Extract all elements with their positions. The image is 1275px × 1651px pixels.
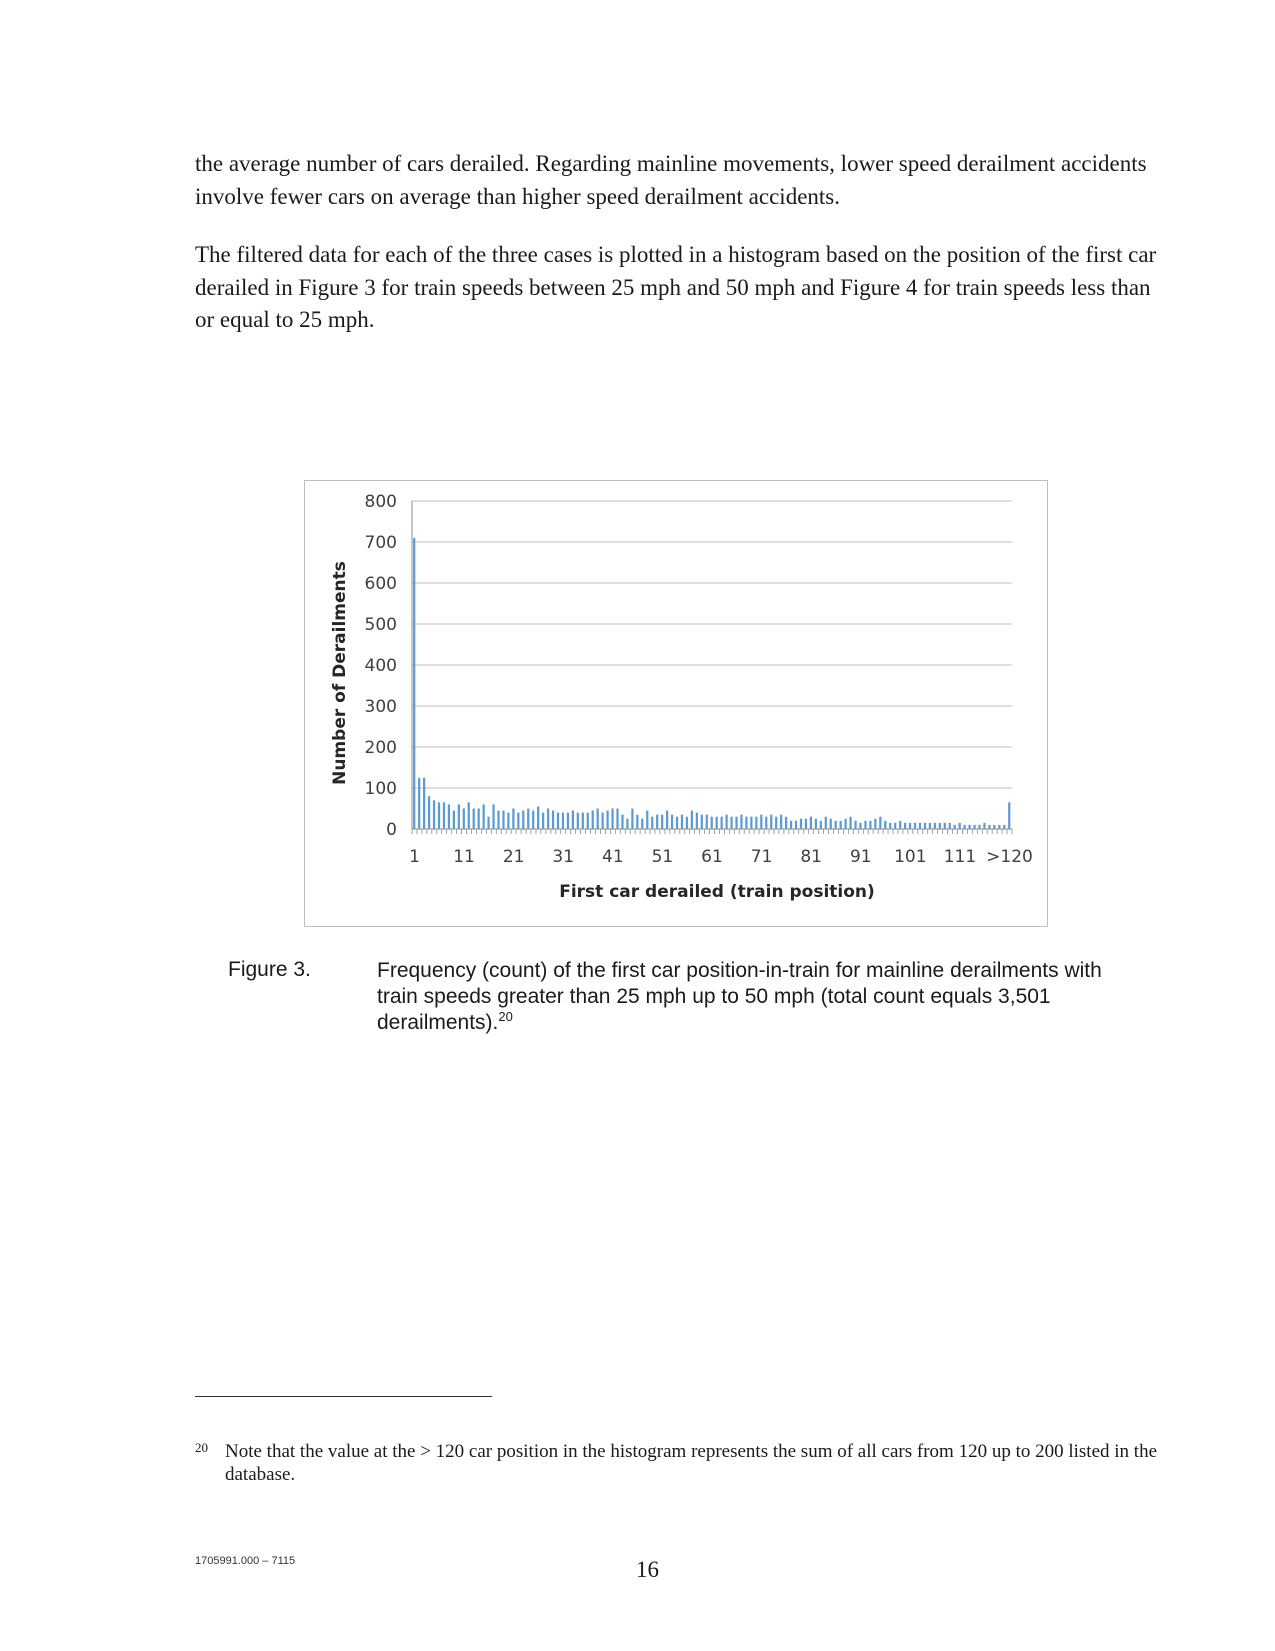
x-tick-label: 81 — [800, 847, 822, 867]
body-paragraph-1: the average number of cars derailed. Regarding mainline movements, lower speed derailment accidents involve fewer cars on average than higher speed derailment accidents. — [195, 151, 1147, 209]
bar-69 — [750, 817, 752, 829]
bar-44 — [626, 819, 628, 829]
bar-20 — [507, 813, 509, 829]
bar-94 — [874, 819, 876, 829]
y-tick-label: 400 — [364, 656, 397, 676]
bar-18 — [497, 811, 499, 829]
body-paragraph-2: The filtered data for each of the three cases is plotted in a histogram based on the position of the first car derailed in Figure 3 for train speeds between 25 mph and 50 mph and Figure 4 for train speeds less than or equal to 25 mph. — [195, 242, 1157, 332]
bar-95 — [879, 817, 881, 829]
bar-64 — [725, 815, 727, 829]
x-tick-label: 1 — [409, 847, 420, 867]
bar-110 — [954, 825, 956, 829]
bar-70 — [755, 817, 757, 829]
bar-117 — [988, 825, 990, 829]
bar-15 — [483, 804, 485, 829]
bar-83 — [820, 821, 822, 829]
bar-40 — [606, 811, 608, 829]
bar-30 — [557, 813, 559, 829]
bar-23 — [522, 811, 524, 829]
bar-86 — [835, 821, 837, 829]
footnote-text: Note that the value at the > 120 car position in the histogram represents the sum of all cars from 120 up to 200 listed in the database. — [225, 1441, 1158, 1485]
bar-101 — [909, 823, 911, 829]
bar-65 — [730, 817, 732, 829]
footnote-separator — [195, 1396, 492, 1397]
bar-115 — [978, 825, 980, 829]
bar-25 — [532, 811, 534, 829]
bar-17 — [492, 804, 494, 829]
bar-109 — [949, 823, 951, 829]
bar-51 — [661, 815, 663, 829]
bar-56 — [686, 817, 688, 829]
bar-27 — [542, 813, 544, 829]
bar-36 — [587, 813, 589, 829]
bar-89 — [849, 817, 851, 829]
x-tick-label: 71 — [750, 847, 773, 867]
bar-85 — [830, 819, 832, 829]
bar-96 — [884, 821, 886, 829]
bar-91 — [859, 823, 861, 829]
bar-106 — [934, 823, 936, 829]
bar-118 — [993, 825, 995, 829]
bar-53 — [671, 815, 673, 829]
bar-28 — [547, 809, 549, 830]
bar-34 — [577, 813, 579, 829]
bar-24 — [527, 809, 529, 830]
bar-116 — [983, 823, 985, 829]
bar-81 — [810, 817, 812, 829]
figure-label: Figure 3. — [228, 958, 311, 981]
bar-39 — [602, 813, 604, 829]
bar-58 — [696, 813, 698, 829]
y-tick-label: 100 — [364, 779, 397, 799]
bar-100 — [904, 823, 906, 829]
bar-80 — [805, 819, 807, 829]
bar-111 — [959, 823, 961, 829]
bar-97 — [889, 823, 891, 829]
bar-72 — [765, 817, 767, 829]
bar-46 — [636, 815, 638, 829]
footnote-number: 20 — [195, 1440, 208, 1455]
bar-3 — [423, 778, 425, 829]
bar-103 — [919, 823, 921, 829]
bar-59 — [701, 815, 703, 829]
y-tick-label: 500 — [364, 615, 397, 635]
bar-113 — [968, 825, 970, 829]
bar-33 — [572, 811, 574, 829]
bar-74 — [775, 817, 777, 829]
x-tick-label: 91 — [849, 847, 872, 867]
y-tick-label: 0 — [386, 820, 397, 840]
bar-14 — [478, 809, 480, 830]
y-tick-label: 200 — [364, 738, 397, 758]
x-tick-label: >120 — [986, 847, 1033, 867]
x-axis-title: First car derailed (train position) — [559, 882, 875, 902]
bar-73 — [770, 815, 772, 829]
bar-9 — [453, 811, 455, 829]
bar-29 — [552, 811, 554, 829]
figure-caption — [377, 958, 1147, 1036]
bar-10 — [458, 804, 460, 829]
bar-26 — [537, 806, 539, 829]
x-tick-label: 111 — [943, 847, 977, 867]
page-number: 16 — [636, 1557, 659, 1582]
bar-102 — [914, 823, 916, 829]
histogram-chart — [304, 480, 1048, 927]
bar-92 — [864, 821, 866, 829]
bar-6 — [438, 802, 440, 829]
bar-107 — [939, 823, 941, 829]
bar-12 — [468, 802, 470, 829]
bar-43 — [621, 815, 623, 829]
bar-78 — [795, 821, 797, 829]
bar-41 — [611, 809, 613, 830]
bar-57 — [691, 811, 693, 829]
bar-105 — [929, 823, 931, 829]
bar-79 — [800, 819, 802, 829]
bar-90 — [854, 821, 856, 829]
bar-19 — [502, 811, 504, 829]
y-tick-label: 300 — [364, 697, 397, 717]
bar-114 — [973, 825, 975, 829]
bar->120 — [1008, 802, 1010, 829]
bar-62 — [716, 817, 718, 829]
chart-svg — [305, 481, 1049, 928]
x-tick-label: 61 — [701, 847, 723, 867]
bar-120 — [1003, 825, 1005, 829]
bar-71 — [760, 815, 762, 829]
bar-112 — [964, 825, 966, 829]
bar-37 — [592, 811, 594, 829]
bar-47 — [641, 819, 643, 829]
bar-50 — [656, 815, 658, 829]
bar-1 — [413, 538, 415, 829]
bar-88 — [844, 819, 846, 829]
document-id: 1705991.000 – 7115 — [195, 1555, 296, 1567]
x-tick-label: 11 — [453, 847, 475, 867]
y-tick-label: 600 — [364, 574, 397, 594]
bar-11 — [463, 809, 465, 830]
bar-119 — [998, 825, 1000, 829]
bar-48 — [646, 811, 648, 829]
bar-31 — [562, 813, 564, 829]
y-tick-label: 800 — [364, 492, 397, 512]
bar-52 — [666, 811, 668, 829]
y-tick-label: 700 — [364, 533, 397, 553]
bar-63 — [721, 817, 723, 829]
bar-108 — [944, 823, 946, 829]
bar-66 — [735, 817, 737, 829]
bar-21 — [512, 809, 514, 830]
x-tick-label: 51 — [651, 847, 674, 867]
bar-32 — [567, 813, 569, 829]
x-tick-label: 101 — [894, 847, 927, 867]
y-axis-title: Number of Derailments — [330, 561, 350, 785]
x-tick-label: 31 — [552, 847, 575, 867]
bar-77 — [790, 821, 792, 829]
bar-35 — [582, 813, 584, 829]
figure-caption-footnote-ref: 20 — [498, 1009, 513, 1024]
bar-45 — [631, 809, 633, 830]
bar-4 — [428, 796, 430, 829]
bar-7 — [443, 802, 445, 829]
x-tick-label: 21 — [502, 847, 525, 867]
bar-8 — [448, 804, 450, 829]
bar-13 — [473, 809, 475, 830]
figure-caption-text: Frequency (count) of the first car position-in-train for mainline derailments with train speeds greater than 25 mph up to 50 mph (total count equals 3,501 derailments). — [377, 959, 1102, 1034]
bar-42 — [616, 809, 618, 830]
bar-84 — [825, 817, 827, 829]
bar-16 — [487, 817, 489, 829]
bar-61 — [711, 817, 713, 829]
bar-49 — [651, 817, 653, 829]
bar-104 — [924, 823, 926, 829]
bar-98 — [894, 823, 896, 829]
bar-68 — [745, 817, 747, 829]
bar-60 — [706, 815, 708, 829]
bar-55 — [681, 815, 683, 829]
bar-75 — [780, 815, 782, 829]
bar-82 — [815, 819, 817, 829]
bar-76 — [785, 817, 787, 829]
bar-22 — [517, 813, 519, 829]
bar-5 — [433, 800, 435, 829]
bar-93 — [869, 821, 871, 829]
bar-2 — [418, 778, 420, 829]
bar-67 — [740, 815, 742, 829]
bar-54 — [676, 817, 678, 829]
bar-99 — [899, 821, 901, 829]
x-tick-label: 41 — [602, 847, 624, 867]
bar-87 — [840, 821, 842, 829]
bar-38 — [597, 809, 599, 830]
